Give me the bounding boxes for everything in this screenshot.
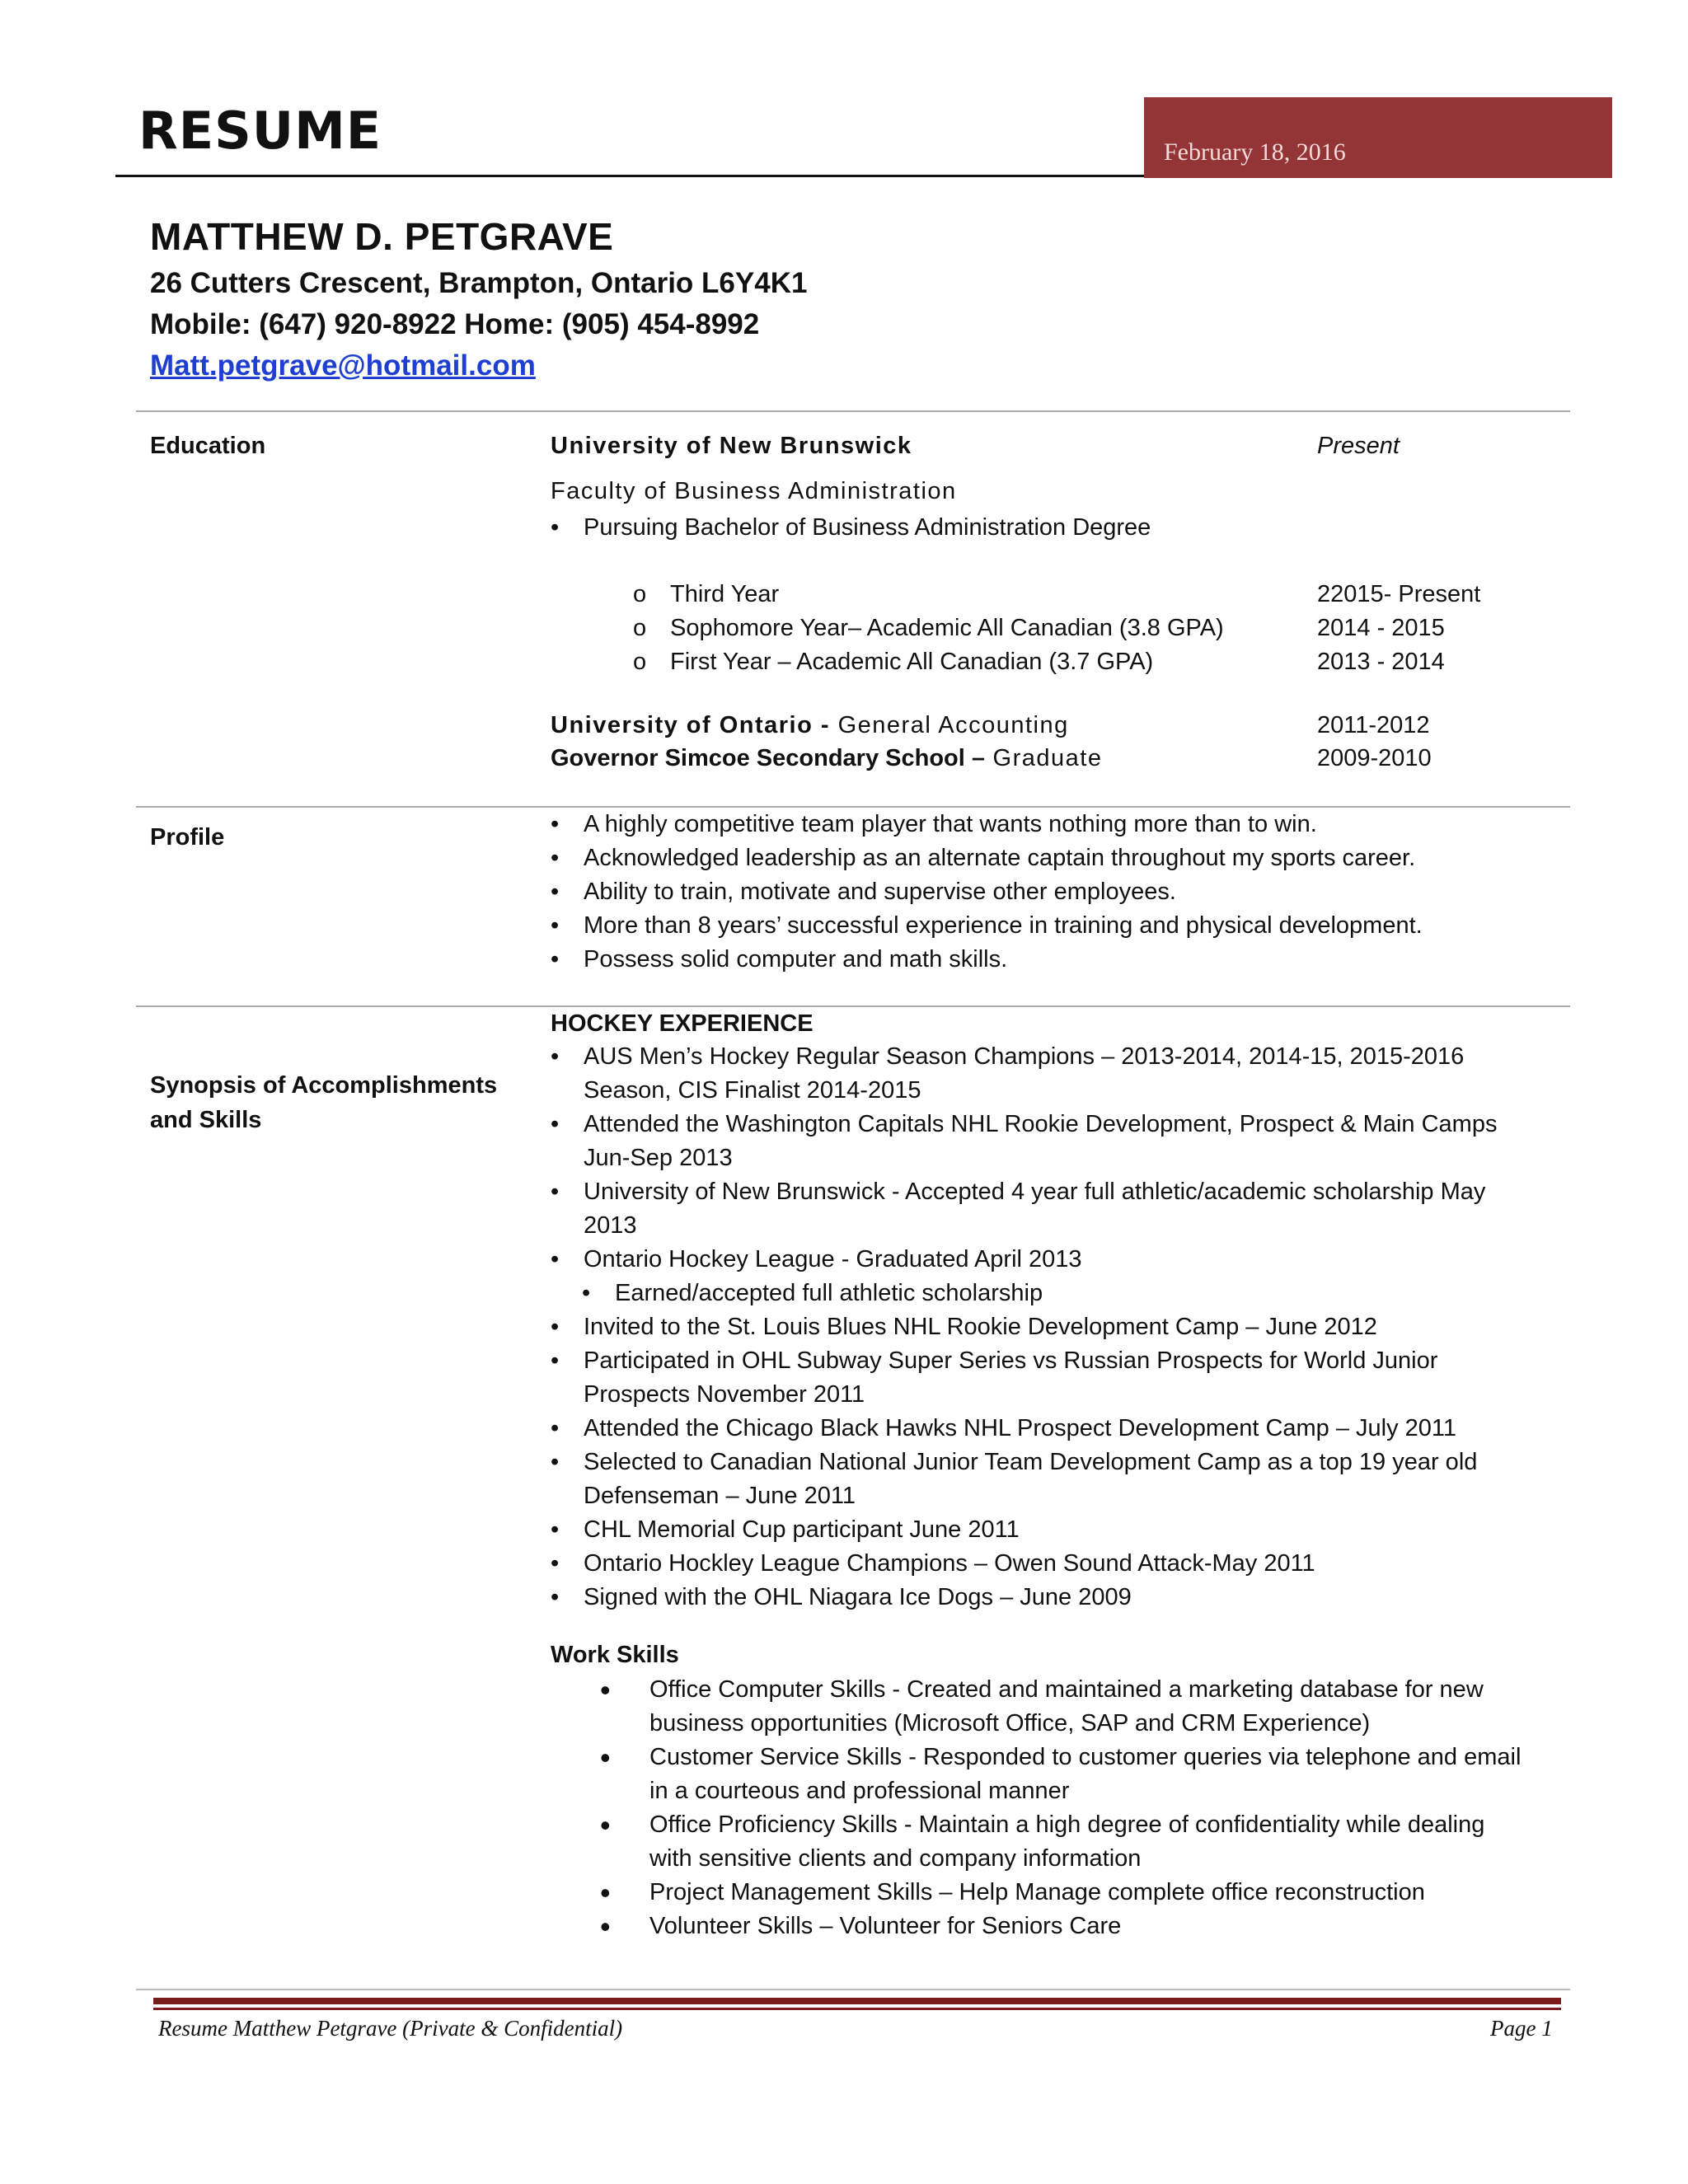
bullet-icon: • (551, 845, 560, 871)
divider (136, 410, 1570, 412)
education-year: Third Year (670, 581, 780, 607)
work-skills-list (600, 1673, 1531, 1943)
list-item: • Pursuing Bachelor of Business Administration Degree (551, 511, 1151, 545)
list-item: • Participated in OHL Subway Super Series vs Russian Prospects for World Junior Prospects November 2011 (551, 1344, 1531, 1412)
address: 26 Cutters Crescent, Brampton, Ontario L6Y4K1 (150, 267, 808, 299)
phone-numbers: Mobile: (647) 920-8922 Home: (905) 454-8992 (150, 308, 760, 340)
education-year: Sophomore Year– Academic All Canadian (3.8 GPA) (670, 615, 1224, 641)
section-label-profile: Profile (150, 824, 225, 851)
bullet-icon: • (551, 879, 560, 905)
bullet-icon: • (551, 1584, 560, 1610)
bullet-icon: • (551, 1179, 560, 1205)
footer-bar-thin (153, 2008, 1561, 2010)
bullet-icon: • (600, 1673, 611, 1707)
bullet-icon: • (551, 1111, 560, 1137)
page-title: RESUME (138, 101, 382, 161)
bullet-icon: • (600, 1910, 611, 1943)
education-year: First Year – Academic All Canadian (3.7 GPA) (670, 649, 1154, 675)
education-uo-date: 2011-2012 (1317, 712, 1430, 738)
list-item: • Attended the Chicago Black Hawks NHL Prospect Development Camp – July 2011 (551, 1412, 1531, 1446)
list-item: • Volunteer Skills – Volunteer for Seniors Care (600, 1910, 1122, 1943)
bullet-icon: • (600, 1741, 611, 1774)
bullet-icon: • (551, 811, 560, 837)
list-item: • Earned/accepted full athletic scholarship (551, 1277, 1531, 1310)
list-item: • CHL Memorial Cup participant June 2011 (551, 1513, 1531, 1547)
hockey-heading: HOCKEY EXPERIENCE (551, 1010, 814, 1037)
education-year-date: 2013 - 2014 (1317, 649, 1445, 675)
list-item: • AUS Men’s Hockey Regular Season Champions – 2013-2014, 2014-15, 2015-2016 Season, CIS Finalist 2014-2015 (551, 1040, 1531, 1108)
bullet-icon: • (551, 514, 560, 541)
education-year-date: 2014 - 2015 (1317, 615, 1445, 641)
list-item: • Invited to the St. Louis Blues NHL Rookie Development Camp – June 2012 (551, 1310, 1531, 1344)
bullet-icon: • (600, 1808, 611, 1842)
list-item: • More than 8 years’ successful experience in training and physical development. (551, 909, 1523, 943)
list-item: • University of New Brunswick - Accepted 4 year full athletic/academic scholarship May 2013 (551, 1175, 1531, 1243)
bullet-icon: • (551, 1347, 560, 1374)
circle-bullet-icon: o (633, 581, 647, 607)
bullet-icon: • (551, 1449, 560, 1475)
list-item: • Ability to train, motivate and supervise other employees. (551, 875, 1523, 909)
list-item: • Project Management Skills – Help Manage complete office reconstruction (600, 1876, 1425, 1910)
list-item: • Signed with the OHL Niagara Ice Dogs – June 2009 (551, 1581, 1531, 1615)
candidate-name: MATTHEW D. PETGRAVE (150, 215, 614, 258)
list-item: • Ontario Hockley League Champions – Owen Sound Attack-May 2011 (551, 1547, 1531, 1581)
list-item: • Customer Service Skills - Responded to customer queries via telephone and email in a courteous and professional manner (600, 1741, 1522, 1804)
education-gs: Governor Simcoe Secondary School – Graduate (551, 745, 1103, 771)
footer-bar (153, 1998, 1561, 2004)
circle-bullet-icon: o (633, 649, 647, 675)
bullet-icon: • (551, 946, 560, 972)
bullet-icon: • (600, 1876, 611, 1910)
bullet-icon: • (551, 1550, 560, 1577)
document-date: February 18, 2016 (1164, 138, 1346, 166)
education-faculty: Faculty of Business Administration (551, 478, 957, 504)
divider (136, 1005, 1570, 1007)
education-unb: University of New Brunswick (551, 433, 912, 459)
email-link[interactable]: Matt.petgrave@hotmail.com (150, 349, 536, 382)
work-heading: Work Skills (551, 1642, 679, 1668)
bullet-icon: • (551, 1043, 560, 1070)
list-item: • Attended the Washington Capitals NHL Rookie Development, Prospect & Main Camps Jun-Sep 2013 (551, 1108, 1531, 1175)
bullet-icon: • (551, 1516, 560, 1543)
list-item: • Office Computer Skills - Created and maintained a marketing database for new business opportunities (Microsoft Office, SAP and CRM Experience) (600, 1673, 1484, 1736)
education-unb-date: Present (1317, 433, 1400, 459)
bullet-icon: • (582, 1280, 591, 1306)
circle-bullet-icon: o (633, 615, 647, 641)
education-degree-list (551, 511, 1151, 545)
bullet-icon: • (551, 1415, 560, 1441)
bullet-icon: • (551, 1314, 560, 1340)
hockey-list (551, 1040, 1531, 1615)
list-item: • Office Proficiency Skills - Maintain a high degree of confidentiality while dealing with sensitive clients and company information (600, 1808, 1485, 1872)
list-item: • Selected to Canadian National Junior Team Development Camp as a top 19 year old Defenseman – June 2011 (551, 1446, 1531, 1513)
profile-list (551, 808, 1523, 977)
list-item: • Acknowledged leadership as an alternate captain throughout my sports career. (551, 841, 1523, 875)
section-label-education: Education (150, 433, 266, 459)
list-item: • Possess solid computer and math skills. (551, 943, 1523, 977)
footer-label: Resume Matthew Petgrave (Private & Confidential) (158, 2016, 623, 2041)
header-rule (115, 175, 1146, 177)
section-label-synopsis: Synopsis of Accomplishments and Skills (150, 1072, 498, 1133)
bullet-icon: • (551, 1246, 560, 1272)
page-number: Page 1 (1490, 2016, 1553, 2041)
list-item: • A highly competitive team player that wants nothing more than to win. (551, 808, 1523, 841)
education-year-date: 22015- Present (1317, 581, 1481, 607)
bullet-icon: • (551, 912, 560, 939)
education-gs-date: 2009-2010 (1317, 745, 1432, 771)
footer-divider (136, 1989, 1570, 1990)
list-item: • Ontario Hockey League - Graduated April 2013 (551, 1243, 1531, 1277)
date-banner (1144, 97, 1612, 178)
education-uo: University of Ontario - General Accounting (551, 712, 1069, 738)
